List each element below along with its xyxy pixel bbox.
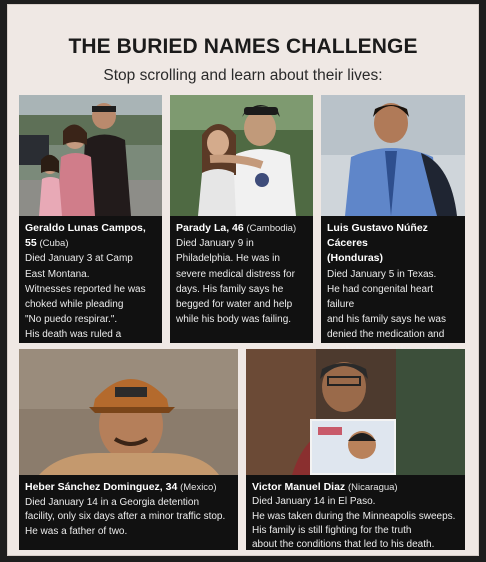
card-line: He was a father of two. — [25, 525, 128, 537]
card-line: Died January 5 in Texas. — [327, 268, 437, 280]
person-name: Parady La, 46 — [176, 222, 244, 234]
memorial-card-victor — [246, 349, 465, 550]
memorial-card-luis — [321, 95, 465, 343]
person-origin: (Nicaragua) — [347, 482, 398, 493]
card-line: He was taken during the Minneapolis sweeps. — [252, 510, 456, 522]
person-name: Heber Sánchez Dominguez, 34 — [25, 481, 178, 493]
card-line: East Montana. — [25, 268, 90, 280]
card-info-heber — [19, 476, 238, 550]
person-origin: (Cambodia) — [246, 223, 297, 234]
page-subtitle: Stop scrolling and learn about their lives: — [103, 67, 383, 84]
page-title: THE BURIED NAMES CHALLENGE — [68, 35, 418, 58]
person-age: 55 — [25, 237, 37, 250]
card-line: and his family says he was — [327, 314, 446, 326]
card-line: Died January 3 at Camp — [25, 253, 133, 265]
memorial-card-geraldo — [19, 95, 162, 343]
card-line: Died January 14 in El Paso. — [252, 496, 376, 508]
card-info-luis — [321, 217, 465, 343]
card-info-parady — [170, 217, 313, 343]
photo-parady — [170, 95, 313, 216]
card-line: Philadelphia. He was in — [176, 253, 280, 265]
card-line: "No puedo respirar.". — [25, 314, 118, 326]
photo-victor — [246, 349, 465, 475]
card-line: days. His family says he — [176, 283, 284, 295]
card-line: Died January 14 in a Georgia detention — [25, 496, 200, 508]
person-origin: (Mexico) — [180, 482, 217, 493]
card-line: His family is still fighting for the truth — [252, 524, 412, 536]
card-line: denied the medication and — [327, 329, 445, 341]
card-line: severe medical distress for — [176, 268, 295, 280]
card-info-geraldo — [19, 217, 162, 343]
person-origin: (Honduras) — [327, 252, 383, 265]
card-line: His death was ruled a — [25, 329, 122, 341]
card-line: Witnesses reported he was — [25, 283, 146, 295]
photo-geraldo — [19, 95, 162, 216]
person-name: Luis Gustavo Núñez Cáceres — [327, 222, 428, 250]
memorial-card-heber — [19, 349, 238, 550]
card-line: facility, only six days after a minor traffic stop. — [25, 511, 226, 523]
photo-luis — [321, 95, 465, 216]
card-info-victor — [246, 476, 465, 550]
card-line: Died January 9 in — [176, 238, 254, 250]
card-line: He had congenital heart failure — [327, 283, 434, 311]
person-name: Victor Manuel Diaz — [252, 481, 346, 493]
card-line: while his body was failing. — [176, 314, 292, 326]
card-line: begged for water and help — [176, 299, 293, 311]
person-origin: (Cuba) — [39, 238, 69, 250]
card-line: about the conditions that led to his death. — [252, 539, 435, 551]
memorial-card-parady — [170, 95, 313, 343]
person-name: Geraldo Lunas Campos, — [25, 222, 146, 234]
card-line: choked while pleading — [25, 299, 124, 311]
photo-heber — [19, 349, 238, 475]
